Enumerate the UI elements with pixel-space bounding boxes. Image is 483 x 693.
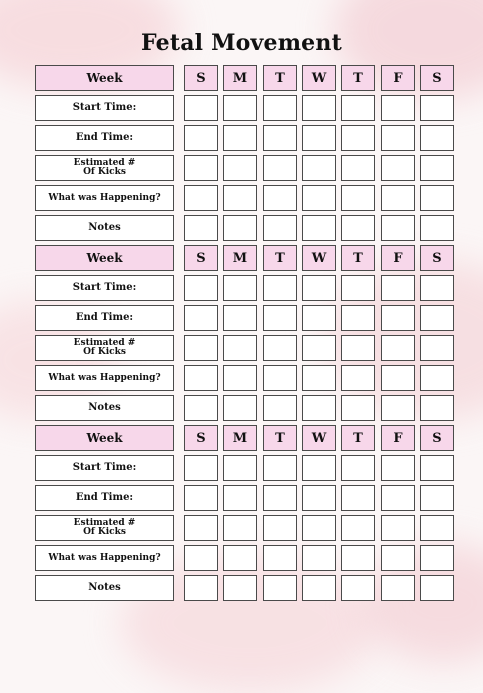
entry-cell[interactable] xyxy=(223,335,257,361)
day-header: W xyxy=(302,425,336,451)
row-label: Start Time: xyxy=(35,275,174,301)
entry-cell[interactable] xyxy=(341,335,375,361)
row-label: Notes xyxy=(35,575,174,601)
entry-cell[interactable] xyxy=(302,275,336,301)
entry-cell[interactable] xyxy=(263,365,297,391)
day-header: T xyxy=(341,65,375,91)
entry-cell[interactable] xyxy=(341,95,375,121)
watercolor-wash xyxy=(120,553,380,693)
week-label: Week xyxy=(35,425,174,451)
entry-cell[interactable] xyxy=(302,515,336,541)
entry-cell[interactable] xyxy=(420,455,454,481)
entry-cell[interactable] xyxy=(223,275,257,301)
day-header: S xyxy=(420,425,454,451)
entry-cell[interactable] xyxy=(184,335,218,361)
entry-cell[interactable] xyxy=(420,305,454,331)
entry-cell[interactable] xyxy=(263,215,297,241)
entry-cell[interactable] xyxy=(263,485,297,511)
entry-cell[interactable] xyxy=(223,575,257,601)
entry-cell[interactable] xyxy=(263,545,297,571)
entry-cell[interactable] xyxy=(302,185,336,211)
entry-cell[interactable] xyxy=(420,485,454,511)
entry-cell[interactable] xyxy=(381,395,415,421)
entry-cell[interactable] xyxy=(184,305,218,331)
entry-cell[interactable] xyxy=(302,455,336,481)
entry-cell[interactable] xyxy=(341,575,375,601)
entry-cell[interactable] xyxy=(341,305,375,331)
entry-cell[interactable] xyxy=(184,155,218,181)
entry-cell[interactable] xyxy=(302,485,336,511)
row-label: Start Time: xyxy=(35,95,174,121)
day-header: T xyxy=(341,425,375,451)
entry-cell[interactable] xyxy=(223,215,257,241)
entry-cell[interactable] xyxy=(341,365,375,391)
entry-cell[interactable] xyxy=(420,335,454,361)
entry-cell[interactable] xyxy=(184,215,218,241)
row-label: End Time: xyxy=(35,305,174,331)
day-header: S xyxy=(184,245,218,271)
entry-cell[interactable] xyxy=(381,275,415,301)
day-header: M xyxy=(223,65,257,91)
entry-cell[interactable] xyxy=(420,155,454,181)
entry-cell[interactable] xyxy=(381,185,415,211)
entry-cell[interactable] xyxy=(381,155,415,181)
entry-cell[interactable] xyxy=(184,95,218,121)
day-header: W xyxy=(302,65,336,91)
entry-cell[interactable] xyxy=(223,365,257,391)
entry-cell[interactable] xyxy=(420,95,454,121)
row-label: What was Happening? xyxy=(35,365,174,391)
entry-cell[interactable] xyxy=(263,155,297,181)
day-header: M xyxy=(223,245,257,271)
entry-cell[interactable] xyxy=(263,95,297,121)
entry-cell[interactable] xyxy=(302,545,336,571)
entry-cell[interactable] xyxy=(420,125,454,151)
entry-cell[interactable] xyxy=(420,575,454,601)
row-label: End Time: xyxy=(35,485,174,511)
entry-cell[interactable] xyxy=(302,395,336,421)
entry-cell[interactable] xyxy=(263,395,297,421)
day-header: T xyxy=(341,245,375,271)
entry-cell[interactable] xyxy=(302,125,336,151)
entry-cell[interactable] xyxy=(381,215,415,241)
entry-cell[interactable] xyxy=(223,185,257,211)
day-header: M xyxy=(223,425,257,451)
entry-cell[interactable] xyxy=(184,185,218,211)
entry-cell[interactable] xyxy=(263,455,297,481)
row-label: Estimated # Of Kicks xyxy=(35,155,174,181)
entry-cell[interactable] xyxy=(184,485,218,511)
entry-cell[interactable] xyxy=(341,215,375,241)
entry-cell[interactable] xyxy=(263,185,297,211)
entry-cell[interactable] xyxy=(302,575,336,601)
row-label: End Time: xyxy=(35,125,174,151)
row-label: Estimated # Of Kicks xyxy=(35,515,174,541)
day-header: F xyxy=(381,425,415,451)
entry-cell[interactable] xyxy=(341,485,375,511)
entry-cell[interactable] xyxy=(184,365,218,391)
entry-cell[interactable] xyxy=(381,455,415,481)
entry-cell[interactable] xyxy=(381,515,415,541)
entry-cell[interactable] xyxy=(223,485,257,511)
day-header: W xyxy=(302,245,336,271)
entry-cell[interactable] xyxy=(184,575,218,601)
day-header: S xyxy=(184,425,218,451)
entry-cell[interactable] xyxy=(381,125,415,151)
entry-cell[interactable] xyxy=(341,395,375,421)
entry-cell[interactable] xyxy=(263,515,297,541)
day-header: F xyxy=(381,245,415,271)
row-label: Start Time: xyxy=(35,455,174,481)
entry-cell[interactable] xyxy=(302,155,336,181)
entry-cell[interactable] xyxy=(381,545,415,571)
week-label: Week xyxy=(35,245,174,271)
entry-cell[interactable] xyxy=(341,515,375,541)
week-label: Week xyxy=(35,65,174,91)
page-title: Fetal Movement xyxy=(141,30,342,56)
entry-cell[interactable] xyxy=(223,455,257,481)
entry-cell[interactable] xyxy=(263,575,297,601)
day-header: F xyxy=(381,65,415,91)
entry-cell[interactable] xyxy=(420,215,454,241)
entry-cell[interactable] xyxy=(302,305,336,331)
entry-cell[interactable] xyxy=(420,545,454,571)
entry-cell[interactable] xyxy=(341,155,375,181)
entry-cell[interactable] xyxy=(223,545,257,571)
entry-cell[interactable] xyxy=(184,395,218,421)
entry-cell[interactable] xyxy=(381,335,415,361)
row-label: Estimated # Of Kicks xyxy=(35,335,174,361)
entry-cell[interactable] xyxy=(184,125,218,151)
entry-cell[interactable] xyxy=(223,155,257,181)
entry-cell[interactable] xyxy=(302,95,336,121)
entry-cell[interactable] xyxy=(420,275,454,301)
row-label: What was Happening? xyxy=(35,545,174,571)
entry-cell[interactable] xyxy=(184,545,218,571)
entry-cell[interactable] xyxy=(184,275,218,301)
entry-cell[interactable] xyxy=(302,215,336,241)
entry-cell[interactable] xyxy=(341,455,375,481)
entry-cell[interactable] xyxy=(184,455,218,481)
row-label: Notes xyxy=(35,395,174,421)
entry-cell[interactable] xyxy=(302,335,336,361)
entry-cell[interactable] xyxy=(223,395,257,421)
entry-cell[interactable] xyxy=(341,125,375,151)
day-header: S xyxy=(420,65,454,91)
entry-cell[interactable] xyxy=(223,305,257,331)
entry-cell[interactable] xyxy=(420,185,454,211)
day-header: T xyxy=(263,245,297,271)
entry-cell[interactable] xyxy=(381,485,415,511)
day-header: T xyxy=(263,425,297,451)
day-header: S xyxy=(184,65,218,91)
entry-cell[interactable] xyxy=(263,275,297,301)
entry-cell[interactable] xyxy=(381,305,415,331)
row-label: Notes xyxy=(35,215,174,241)
day-header: S xyxy=(420,245,454,271)
entry-cell[interactable] xyxy=(341,275,375,301)
entry-cell[interactable] xyxy=(420,515,454,541)
entry-cell[interactable] xyxy=(223,125,257,151)
entry-cell[interactable] xyxy=(263,305,297,331)
entry-cell[interactable] xyxy=(420,365,454,391)
entry-cell[interactable] xyxy=(341,545,375,571)
entry-cell[interactable] xyxy=(341,185,375,211)
day-header: T xyxy=(263,65,297,91)
entry-cell[interactable] xyxy=(263,335,297,361)
row-label: What was Happening? xyxy=(35,185,174,211)
entry-cell[interactable] xyxy=(223,95,257,121)
entry-cell[interactable] xyxy=(381,575,415,601)
entry-cell[interactable] xyxy=(381,365,415,391)
entry-cell[interactable] xyxy=(263,125,297,151)
entry-cell[interactable] xyxy=(302,365,336,391)
entry-cell[interactable] xyxy=(420,395,454,421)
entry-cell[interactable] xyxy=(223,515,257,541)
entry-cell[interactable] xyxy=(381,95,415,121)
entry-cell[interactable] xyxy=(184,515,218,541)
